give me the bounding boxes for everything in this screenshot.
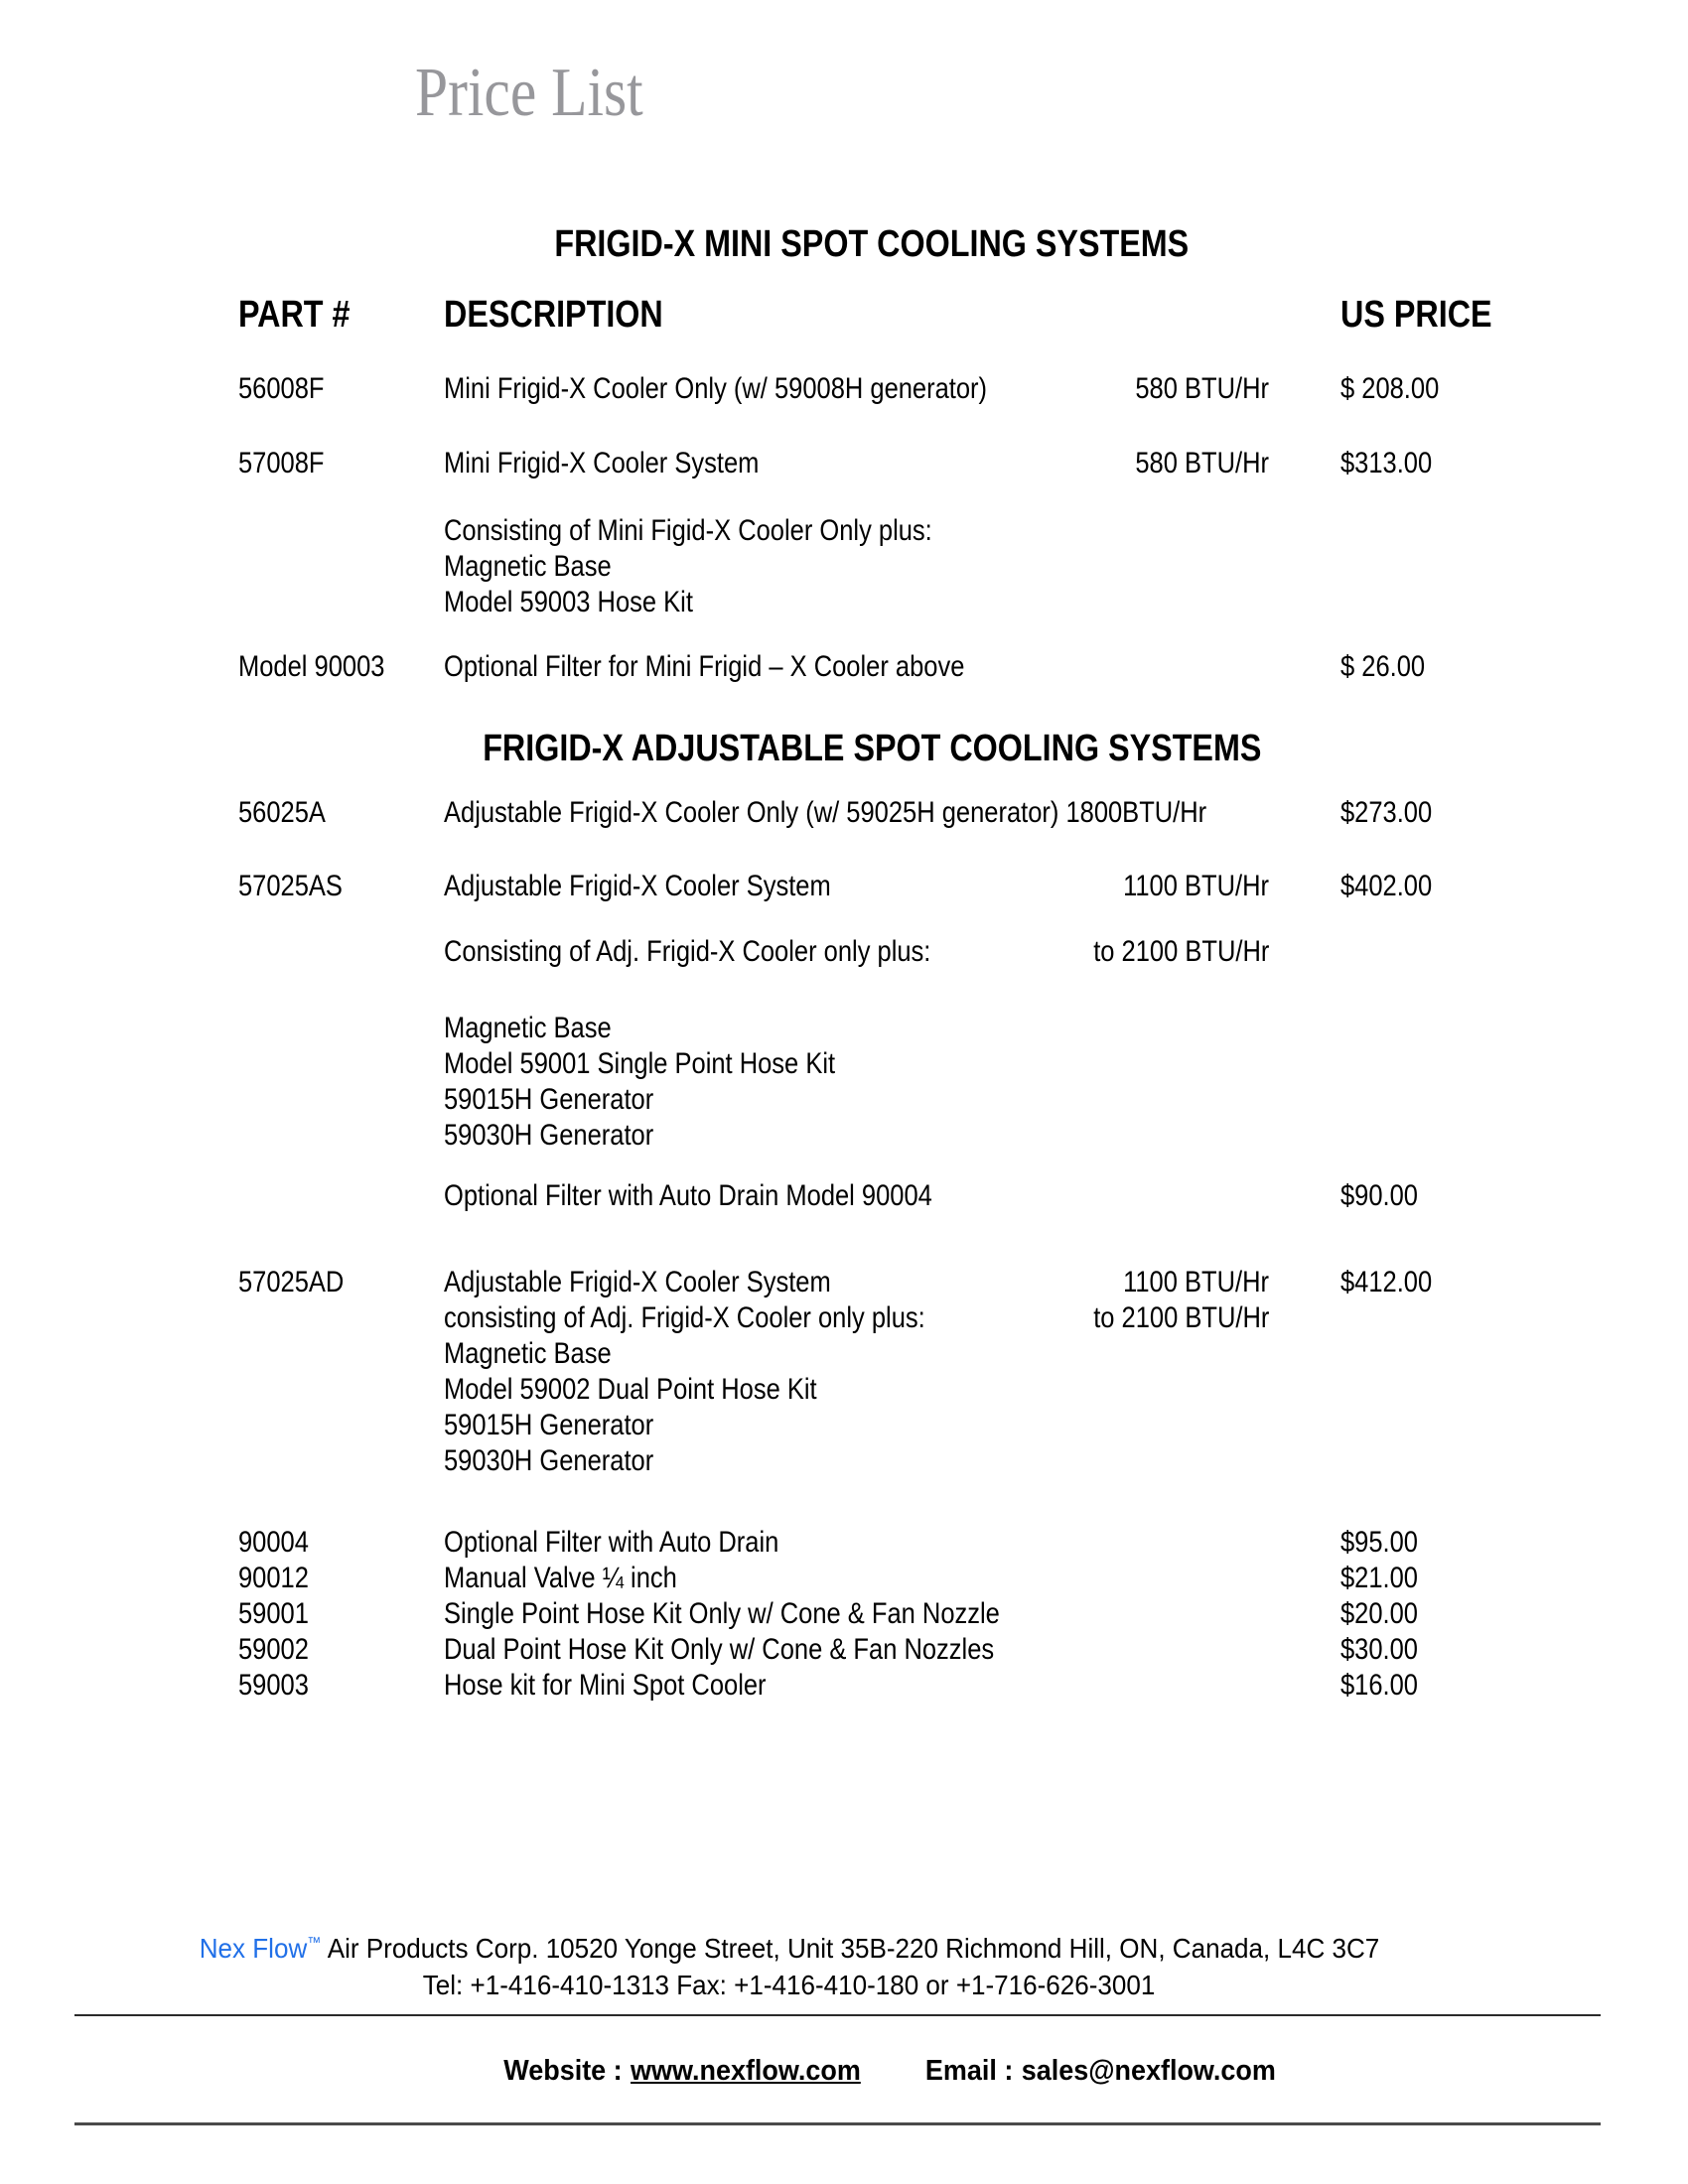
table-row: [238, 1265, 1505, 1479]
row-price: $ 208.00: [1340, 372, 1440, 405]
row-description: Adjustable Frigid-X Cooler System: [444, 1266, 831, 1298]
part-number: 90012: [238, 1562, 309, 1594]
col-header-part: PART #: [238, 294, 351, 336]
consisting-note-mini: [238, 513, 1505, 620]
btu-rating: 1100 BTU/Hr: [1123, 870, 1269, 902]
table-row: [238, 1178, 1505, 1214]
trademark-symbol: ™: [307, 1934, 322, 1952]
company-name: Nex Flow: [199, 1933, 308, 1964]
row-description: Hose kit for Mini Spot Cooler: [444, 1669, 767, 1702]
component-line: Magnetic Base: [444, 1337, 612, 1370]
row-price: $90.00: [1340, 1179, 1419, 1212]
consisting-line: consisting of Adj. Frigid-X Cooler only plus:: [444, 1301, 925, 1334]
component-line: Magnetic Base: [444, 1012, 612, 1044]
part-number: 59003: [238, 1669, 309, 1702]
consisting-line: Consisting of Mini Figid-X Cooler Only plus:: [444, 514, 932, 547]
footer-divider-top: [74, 2014, 1601, 2016]
price-table: [238, 0, 1505, 2184]
website-label: Website :: [503, 2055, 623, 2087]
footer-links: [95, 2053, 1684, 2089]
component-line: Model 59001 Single Point Hose Kit: [444, 1047, 836, 1080]
row-description: Adjustable Frigid-X Cooler Only (w/ 59025H generator) 1800BTU/Hr: [444, 796, 1207, 829]
row-price: $412.00: [1340, 1266, 1433, 1298]
part-number: 56008F: [238, 372, 325, 405]
row-price: $95.00: [1340, 1526, 1419, 1559]
btu-rating: to 2100 BTU/Hr: [1093, 1301, 1270, 1334]
btu-rating: 580 BTU/Hr: [1135, 372, 1269, 405]
btu-rating: to 2100 BTU/Hr: [1093, 935, 1270, 968]
company-address: Air Products Corp. 10520 Yonge Street, Unit 35B-220 Richmond Hill, ON, Canada, L4C 3C7: [327, 1933, 1380, 1964]
part-number: 59001: [238, 1597, 309, 1630]
section-heading-mini: FRIGID-X MINI SPOT COOLING SYSTEMS: [554, 223, 1190, 265]
part-number: 57025AS: [238, 870, 343, 902]
accessories-list: [238, 1525, 1505, 1704]
section-heading-adjustable: FRIGID-X ADJUSTABLE SPOT COOLING SYSTEMS: [482, 728, 1262, 769]
email-address: sales@nexflow.com: [1021, 2055, 1276, 2087]
component-line: 59015H Generator: [444, 1409, 654, 1441]
part-number: 90004: [238, 1526, 309, 1559]
row-description: Optional Filter with Auto Drain: [444, 1526, 779, 1559]
row-description: Mini Frigid-X Cooler Only (w/ 59008H generator): [444, 372, 988, 405]
col-header-price: US PRICE: [1340, 294, 1492, 336]
part-number: 57008F: [238, 447, 325, 479]
components-list-adjustable: [238, 1011, 1505, 1154]
row-description: Single Point Hose Kit Only w/ Cone & Fan Nozzle: [444, 1597, 1000, 1630]
page-title: Price List: [415, 55, 643, 131]
row-description: Mini Frigid-X Cooler System: [444, 447, 760, 479]
part-number: 59002: [238, 1633, 309, 1666]
table-row: [238, 869, 1505, 904]
component-line: 59030H Generator: [444, 1444, 654, 1477]
table-row: [238, 795, 1505, 831]
row-price: $402.00: [1340, 870, 1433, 902]
email-label: Email :: [924, 2055, 1014, 2087]
part-number: 56025A: [238, 796, 326, 829]
company-address-line: [70, 1930, 1509, 1967]
consisting-line: Consisting of Adj. Frigid-X Cooler only plus:: [444, 935, 931, 968]
consisting-line: Model 59003 Hose Kit: [444, 586, 693, 618]
table-row: [238, 649, 1505, 685]
col-header-description: DESCRIPTION: [444, 294, 663, 336]
phone-line: Tel: +1-416-410-1313 Fax: +1-416-410-180 or +1-716-626-3001: [423, 1970, 1156, 2000]
row-description: Adjustable Frigid-X Cooler System: [444, 870, 831, 902]
row-price: $273.00: [1340, 796, 1433, 829]
component-line: Model 59002 Dual Point Hose Kit: [444, 1373, 817, 1406]
component-line: 59030H Generator: [444, 1119, 654, 1152]
btu-rating: 580 BTU/Hr: [1135, 447, 1269, 479]
row-description: Optional Filter with Auto Drain Model 90004: [444, 1179, 932, 1212]
btu-rating: 1100 BTU/Hr: [1123, 1266, 1269, 1298]
footer-divider-bottom: [74, 2122, 1601, 2125]
table-row: [238, 371, 1505, 407]
website-link[interactable]: www.nexflow.com: [630, 2055, 861, 2087]
row-price: $16.00: [1340, 1669, 1419, 1702]
part-number: Model 90003: [238, 650, 385, 683]
table-row: [238, 446, 1505, 481]
row-price: $ 26.00: [1340, 650, 1426, 683]
row-description: Manual Valve ¼ inch: [444, 1562, 677, 1594]
column-header-row: [238, 294, 1505, 336]
row-price: $21.00: [1340, 1562, 1419, 1594]
row-price: $20.00: [1340, 1597, 1419, 1630]
row-price: $30.00: [1340, 1633, 1419, 1666]
part-number: 57025AD: [238, 1266, 345, 1298]
row-description: Optional Filter for Mini Frigid – X Cooler above: [444, 650, 965, 683]
component-line: 59015H Generator: [444, 1083, 654, 1116]
consisting-line: Magnetic Base: [444, 550, 612, 583]
row-price: $313.00: [1340, 447, 1433, 479]
footer-contact: [70, 1930, 1509, 2003]
consisting-note-adjustable: [238, 934, 1505, 970]
row-description: Dual Point Hose Kit Only w/ Cone & Fan Nozzles: [444, 1633, 995, 1666]
